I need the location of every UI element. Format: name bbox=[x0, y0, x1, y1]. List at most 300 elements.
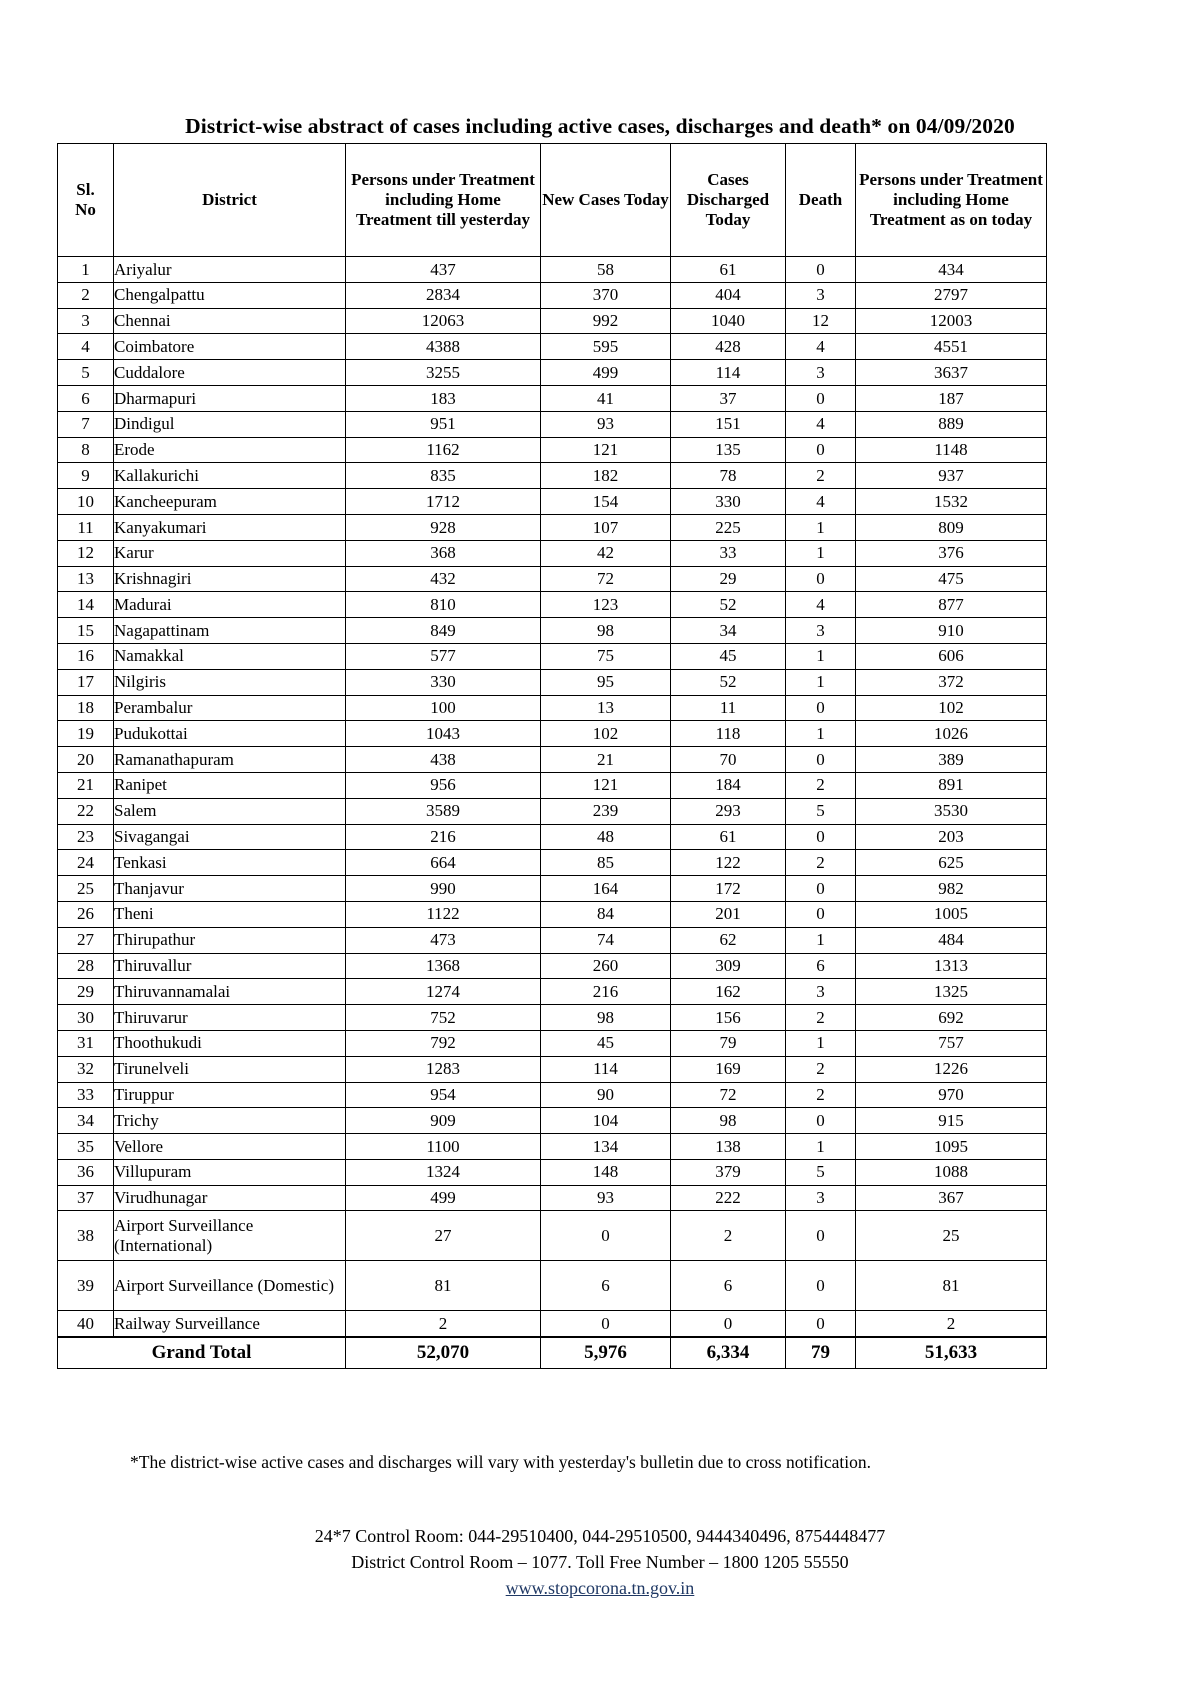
cell-prev-treatment: 951 bbox=[346, 411, 541, 437]
cell-prev-treatment: 577 bbox=[346, 643, 541, 669]
cell-discharged: 330 bbox=[671, 489, 786, 515]
cell-district: Villupuram bbox=[114, 1159, 346, 1185]
cell-new-cases: 95 bbox=[541, 669, 671, 695]
cell-prev-treatment: 956 bbox=[346, 772, 541, 798]
cell-death: 0 bbox=[786, 257, 856, 283]
cell-district: Dharmapuri bbox=[114, 385, 346, 411]
cell-death: 0 bbox=[786, 566, 856, 592]
cell-today-treatment: 25 bbox=[856, 1211, 1047, 1261]
cell-discharged: 162 bbox=[671, 979, 786, 1005]
column-header-discharged: Cases Discharged Today bbox=[671, 144, 786, 257]
cell-today-treatment: 1088 bbox=[856, 1159, 1047, 1185]
cell-new-cases: 41 bbox=[541, 385, 671, 411]
cell-today-treatment: 889 bbox=[856, 411, 1047, 437]
cell-sl-no: 7 bbox=[58, 411, 114, 437]
cell-today-treatment: 475 bbox=[856, 566, 1047, 592]
cell-sl-no: 31 bbox=[58, 1030, 114, 1056]
cell-new-cases: 370 bbox=[541, 282, 671, 308]
cell-today-treatment: 1095 bbox=[856, 1134, 1047, 1160]
cell-discharged: 151 bbox=[671, 411, 786, 437]
cell-district: Chengalpattu bbox=[114, 282, 346, 308]
cell-today-treatment: 606 bbox=[856, 643, 1047, 669]
cell-new-cases: 164 bbox=[541, 876, 671, 902]
table-row bbox=[58, 669, 1047, 695]
cell-district: Tenkasi bbox=[114, 850, 346, 876]
cell-prev-treatment: 437 bbox=[346, 257, 541, 283]
cell-district: Dindigul bbox=[114, 411, 346, 437]
cell-discharged: 52 bbox=[671, 669, 786, 695]
cell-prev-treatment: 792 bbox=[346, 1030, 541, 1056]
cell-death: 4 bbox=[786, 489, 856, 515]
cell-district: Karur bbox=[114, 540, 346, 566]
cell-sl-no: 16 bbox=[58, 643, 114, 669]
cell-prev-treatment: 1712 bbox=[346, 489, 541, 515]
cell-sl-no: 9 bbox=[58, 463, 114, 489]
cell-discharged: 428 bbox=[671, 334, 786, 360]
cell-prev-treatment: 849 bbox=[346, 618, 541, 644]
cell-sl-no: 24 bbox=[58, 850, 114, 876]
column-header-new-cases: New Cases Today bbox=[541, 144, 671, 257]
column-header-sl-no bbox=[58, 144, 114, 257]
cell-today-treatment: 367 bbox=[856, 1185, 1047, 1211]
cell-district: Tiruppur bbox=[114, 1082, 346, 1108]
table-row bbox=[58, 695, 1047, 721]
table-row bbox=[58, 592, 1047, 618]
cell-sl-no: 2 bbox=[58, 282, 114, 308]
cell-today-treatment: 376 bbox=[856, 540, 1047, 566]
cell-prev-treatment: 1283 bbox=[346, 1056, 541, 1082]
cell-discharged: 11 bbox=[671, 695, 786, 721]
cell-discharged: 118 bbox=[671, 721, 786, 747]
cell-sl-no: 17 bbox=[58, 669, 114, 695]
cell-prev-treatment: 432 bbox=[346, 566, 541, 592]
cell-sl-no: 18 bbox=[58, 695, 114, 721]
cell-death: 1 bbox=[786, 1030, 856, 1056]
table-row bbox=[58, 257, 1047, 283]
cell-today-treatment: 203 bbox=[856, 824, 1047, 850]
cell-new-cases: 102 bbox=[541, 721, 671, 747]
cell-prev-treatment: 183 bbox=[346, 385, 541, 411]
district-abstract-table bbox=[57, 143, 1047, 1369]
cell-new-cases: 182 bbox=[541, 463, 671, 489]
cell-prev-treatment: 27 bbox=[346, 1211, 541, 1261]
cell-district: Vellore bbox=[114, 1134, 346, 1160]
district-abstract-table-container bbox=[57, 143, 1046, 1369]
table-row bbox=[58, 1134, 1047, 1160]
cell-discharged: 172 bbox=[671, 876, 786, 902]
cell-death: 0 bbox=[786, 437, 856, 463]
cell-new-cases: 21 bbox=[541, 747, 671, 773]
cell-prev-treatment: 4388 bbox=[346, 334, 541, 360]
table-row bbox=[58, 721, 1047, 747]
cell-new-cases: 123 bbox=[541, 592, 671, 618]
control-room-line: 24*7 Control Room: 044-29510400, 044-29510500, 9444340496, 8754448477 bbox=[314, 1526, 886, 1546]
cell-discharged: 379 bbox=[671, 1159, 786, 1185]
cell-death: 0 bbox=[786, 1261, 856, 1311]
cell-discharged: 98 bbox=[671, 1108, 786, 1134]
cell-district: Thiruvallur bbox=[114, 953, 346, 979]
cell-discharged: 62 bbox=[671, 927, 786, 953]
cell-today-treatment: 102 bbox=[856, 695, 1047, 721]
cell-death: 5 bbox=[786, 1159, 856, 1185]
cell-new-cases: 58 bbox=[541, 257, 671, 283]
table-row bbox=[58, 463, 1047, 489]
cell-prev-treatment: 368 bbox=[346, 540, 541, 566]
table-body bbox=[58, 257, 1047, 1369]
cell-discharged: 0 bbox=[671, 1311, 786, 1337]
cell-new-cases: 48 bbox=[541, 824, 671, 850]
cell-death: 3 bbox=[786, 282, 856, 308]
cell-sl-no: 27 bbox=[58, 927, 114, 953]
cell-today-treatment: 1148 bbox=[856, 437, 1047, 463]
cell-district: Kallakurichi bbox=[114, 463, 346, 489]
cell-death: 2 bbox=[786, 1005, 856, 1031]
cell-prev-treatment: 1274 bbox=[346, 979, 541, 1005]
cell-today-treatment: 4551 bbox=[856, 334, 1047, 360]
cell-sl-no: 36 bbox=[58, 1159, 114, 1185]
cell-sl-no: 19 bbox=[58, 721, 114, 747]
cell-district: Tirunelveli bbox=[114, 1056, 346, 1082]
cell-today-treatment: 910 bbox=[856, 618, 1047, 644]
cell-death: 4 bbox=[786, 592, 856, 618]
cell-today-treatment: 434 bbox=[856, 257, 1047, 283]
cell-new-cases: 90 bbox=[541, 1082, 671, 1108]
column-header-prev-treatment: Persons under Treatment including Home Treatment till yesterday bbox=[346, 144, 541, 257]
cell-new-cases: 98 bbox=[541, 1005, 671, 1031]
cell-district: Ariyalur bbox=[114, 257, 346, 283]
cell-district: Thanjavur bbox=[114, 876, 346, 902]
cell-district: Madurai bbox=[114, 592, 346, 618]
cell-district: Coimbatore bbox=[114, 334, 346, 360]
cell-sl-no: 35 bbox=[58, 1134, 114, 1160]
cell-new-cases: 121 bbox=[541, 437, 671, 463]
cell-new-cases: 93 bbox=[541, 1185, 671, 1211]
cell-sl-no: 8 bbox=[58, 437, 114, 463]
column-header-district: District bbox=[114, 144, 346, 257]
table-row bbox=[58, 334, 1047, 360]
table-row bbox=[58, 1108, 1047, 1134]
cell-death: 0 bbox=[786, 824, 856, 850]
table-row bbox=[58, 308, 1047, 334]
grand-total-new-cases: 5,976 bbox=[541, 1337, 671, 1369]
cell-prev-treatment: 1162 bbox=[346, 437, 541, 463]
cell-sl-no: 32 bbox=[58, 1056, 114, 1082]
cell-death: 3 bbox=[786, 618, 856, 644]
cell-discharged: 293 bbox=[671, 798, 786, 824]
cell-discharged: 135 bbox=[671, 437, 786, 463]
cell-death: 1 bbox=[786, 927, 856, 953]
cell-sl-no: 11 bbox=[58, 514, 114, 540]
cell-discharged: 61 bbox=[671, 824, 786, 850]
cell-death: 0 bbox=[786, 747, 856, 773]
cell-death: 0 bbox=[786, 1311, 856, 1337]
cell-district: Erode bbox=[114, 437, 346, 463]
cell-district: Thoothukudi bbox=[114, 1030, 346, 1056]
cell-death: 3 bbox=[786, 1185, 856, 1211]
cell-prev-treatment: 438 bbox=[346, 747, 541, 773]
cell-discharged: 78 bbox=[671, 463, 786, 489]
table-row bbox=[58, 1005, 1047, 1031]
table-row bbox=[58, 824, 1047, 850]
cell-today-treatment: 982 bbox=[856, 876, 1047, 902]
cell-district: Thiruvannamalai bbox=[114, 979, 346, 1005]
table-row bbox=[58, 953, 1047, 979]
table-row bbox=[58, 411, 1047, 437]
cell-sl-no: 14 bbox=[58, 592, 114, 618]
cell-district: Kanyakumari bbox=[114, 514, 346, 540]
cell-death: 12 bbox=[786, 308, 856, 334]
grand-total-label: Grand Total bbox=[58, 1337, 346, 1369]
cell-sl-no: 26 bbox=[58, 901, 114, 927]
cell-new-cases: 98 bbox=[541, 618, 671, 644]
cell-discharged: 225 bbox=[671, 514, 786, 540]
table-row bbox=[58, 979, 1047, 1005]
cell-sl-no: 15 bbox=[58, 618, 114, 644]
cell-new-cases: 239 bbox=[541, 798, 671, 824]
cell-death: 1 bbox=[786, 540, 856, 566]
cell-new-cases: 93 bbox=[541, 411, 671, 437]
table-row bbox=[58, 1030, 1047, 1056]
cell-new-cases: 0 bbox=[541, 1311, 671, 1337]
table-row bbox=[58, 566, 1047, 592]
cell-prev-treatment: 100 bbox=[346, 695, 541, 721]
cell-today-treatment: 12003 bbox=[856, 308, 1047, 334]
cell-prev-treatment: 664 bbox=[346, 850, 541, 876]
cell-district: Airport Surveillance (International) bbox=[114, 1211, 346, 1261]
cell-sl-no: 10 bbox=[58, 489, 114, 515]
cell-new-cases: 104 bbox=[541, 1108, 671, 1134]
grand-total-death: 79 bbox=[786, 1337, 856, 1369]
cell-death: 2 bbox=[786, 1082, 856, 1108]
cell-discharged: 138 bbox=[671, 1134, 786, 1160]
cell-sl-no: 38 bbox=[58, 1211, 114, 1261]
cell-prev-treatment: 3589 bbox=[346, 798, 541, 824]
cell-discharged: 2 bbox=[671, 1211, 786, 1261]
cell-new-cases: 114 bbox=[541, 1056, 671, 1082]
cell-sl-no: 4 bbox=[58, 334, 114, 360]
header-row bbox=[58, 144, 1047, 257]
cell-death: 2 bbox=[786, 850, 856, 876]
cell-today-treatment: 1226 bbox=[856, 1056, 1047, 1082]
cell-new-cases: 84 bbox=[541, 901, 671, 927]
cell-death: 6 bbox=[786, 953, 856, 979]
cell-discharged: 34 bbox=[671, 618, 786, 644]
page-title: District-wise abstract of cases including active cases, discharges and death* on 04/09/2020 bbox=[185, 114, 1015, 138]
cell-discharged: 201 bbox=[671, 901, 786, 927]
cell-discharged: 169 bbox=[671, 1056, 786, 1082]
cell-prev-treatment: 2834 bbox=[346, 282, 541, 308]
grand-total-row bbox=[58, 1337, 1047, 1369]
table-row bbox=[58, 747, 1047, 773]
cell-new-cases: 107 bbox=[541, 514, 671, 540]
cell-new-cases: 121 bbox=[541, 772, 671, 798]
cell-new-cases: 154 bbox=[541, 489, 671, 515]
cell-today-treatment: 1005 bbox=[856, 901, 1047, 927]
cell-new-cases: 216 bbox=[541, 979, 671, 1005]
cell-today-treatment: 2797 bbox=[856, 282, 1047, 308]
cell-death: 0 bbox=[786, 695, 856, 721]
cell-district: Cuddalore bbox=[114, 360, 346, 386]
table-row bbox=[58, 876, 1047, 902]
table-row bbox=[58, 360, 1047, 386]
cell-discharged: 52 bbox=[671, 592, 786, 618]
cell-death: 1 bbox=[786, 514, 856, 540]
cell-death: 4 bbox=[786, 411, 856, 437]
cell-new-cases: 595 bbox=[541, 334, 671, 360]
table-row bbox=[58, 489, 1047, 515]
cell-discharged: 29 bbox=[671, 566, 786, 592]
cell-discharged: 79 bbox=[671, 1030, 786, 1056]
cell-prev-treatment: 909 bbox=[346, 1108, 541, 1134]
table-row bbox=[58, 927, 1047, 953]
cell-district: Virudhunagar bbox=[114, 1185, 346, 1211]
cell-death: 1 bbox=[786, 1134, 856, 1160]
cell-sl-no: 28 bbox=[58, 953, 114, 979]
cell-district: Railway Surveillance bbox=[114, 1311, 346, 1337]
cell-district: Pudukottai bbox=[114, 721, 346, 747]
cell-prev-treatment: 81 bbox=[346, 1261, 541, 1311]
cell-today-treatment: 891 bbox=[856, 772, 1047, 798]
cell-prev-treatment: 2 bbox=[346, 1311, 541, 1337]
cell-prev-treatment: 752 bbox=[346, 1005, 541, 1031]
table-row bbox=[58, 1082, 1047, 1108]
contact-block bbox=[0, 1523, 1200, 1601]
cell-district: Thirupathur bbox=[114, 927, 346, 953]
cell-death: 1 bbox=[786, 721, 856, 747]
cell-death: 4 bbox=[786, 334, 856, 360]
cell-death: 2 bbox=[786, 1056, 856, 1082]
cell-discharged: 37 bbox=[671, 385, 786, 411]
cell-sl-no: 3 bbox=[58, 308, 114, 334]
cell-sl-no: 22 bbox=[58, 798, 114, 824]
table-row bbox=[58, 850, 1047, 876]
cell-district: Airport Surveillance (Domestic) bbox=[114, 1261, 346, 1311]
table-header bbox=[58, 144, 1047, 257]
website-link[interactable]: www.stopcorona.tn.gov.in bbox=[505, 1578, 695, 1599]
cell-district: Thiruvarur bbox=[114, 1005, 346, 1031]
cell-today-treatment: 877 bbox=[856, 592, 1047, 618]
cell-new-cases: 42 bbox=[541, 540, 671, 566]
cell-today-treatment: 81 bbox=[856, 1261, 1047, 1311]
cell-death: 0 bbox=[786, 1211, 856, 1261]
cell-today-treatment: 1313 bbox=[856, 953, 1047, 979]
cell-prev-treatment: 990 bbox=[346, 876, 541, 902]
cell-today-treatment: 1532 bbox=[856, 489, 1047, 515]
cell-new-cases: 134 bbox=[541, 1134, 671, 1160]
table-row bbox=[58, 1185, 1047, 1211]
table-row bbox=[58, 1261, 1047, 1311]
cell-sl-no: 33 bbox=[58, 1082, 114, 1108]
footnote: *The district-wise active cases and discharges will vary with yesterday's bulletin due to cross notification. bbox=[130, 1452, 872, 1472]
cell-district: Trichy bbox=[114, 1108, 346, 1134]
cell-sl-no: 6 bbox=[58, 385, 114, 411]
cell-sl-no: 39 bbox=[58, 1261, 114, 1311]
cell-death: 3 bbox=[786, 979, 856, 1005]
cell-new-cases: 992 bbox=[541, 308, 671, 334]
cell-new-cases: 75 bbox=[541, 643, 671, 669]
cell-prev-treatment: 1100 bbox=[346, 1134, 541, 1160]
cell-today-treatment: 3637 bbox=[856, 360, 1047, 386]
cell-prev-treatment: 473 bbox=[346, 927, 541, 953]
column-header-death: Death bbox=[786, 144, 856, 257]
cell-discharged: 114 bbox=[671, 360, 786, 386]
cell-new-cases: 74 bbox=[541, 927, 671, 953]
cell-discharged: 1040 bbox=[671, 308, 786, 334]
cell-today-treatment: 2 bbox=[856, 1311, 1047, 1337]
cell-new-cases: 148 bbox=[541, 1159, 671, 1185]
cell-new-cases: 45 bbox=[541, 1030, 671, 1056]
cell-prev-treatment: 1368 bbox=[346, 953, 541, 979]
cell-today-treatment: 484 bbox=[856, 927, 1047, 953]
cell-prev-treatment: 499 bbox=[346, 1185, 541, 1211]
grand-total-discharged: 6,334 bbox=[671, 1337, 786, 1369]
cell-death: 0 bbox=[786, 385, 856, 411]
table-row bbox=[58, 514, 1047, 540]
cell-new-cases: 6 bbox=[541, 1261, 671, 1311]
cell-district: Perambalur bbox=[114, 695, 346, 721]
table-row bbox=[58, 643, 1047, 669]
cell-today-treatment: 372 bbox=[856, 669, 1047, 695]
cell-death: 2 bbox=[786, 772, 856, 798]
cell-death: 5 bbox=[786, 798, 856, 824]
cell-new-cases: 0 bbox=[541, 1211, 671, 1261]
cell-death: 0 bbox=[786, 901, 856, 927]
cell-today-treatment: 692 bbox=[856, 1005, 1047, 1031]
sl-no-line2: No bbox=[75, 200, 96, 219]
table-row bbox=[58, 540, 1047, 566]
table-row bbox=[58, 1311, 1047, 1337]
cell-sl-no: 20 bbox=[58, 747, 114, 773]
cell-death: 1 bbox=[786, 643, 856, 669]
cell-death: 0 bbox=[786, 876, 856, 902]
column-header-today-treatment: Persons under Treatment including Home Treatment as on today bbox=[856, 144, 1047, 257]
cell-prev-treatment: 216 bbox=[346, 824, 541, 850]
cell-prev-treatment: 12063 bbox=[346, 308, 541, 334]
cell-prev-treatment: 954 bbox=[346, 1082, 541, 1108]
cell-sl-no: 37 bbox=[58, 1185, 114, 1211]
sl-no-line1: Sl. bbox=[76, 180, 95, 200]
cell-sl-no: 34 bbox=[58, 1108, 114, 1134]
cell-district: Chennai bbox=[114, 308, 346, 334]
cell-prev-treatment: 3255 bbox=[346, 360, 541, 386]
cell-new-cases: 85 bbox=[541, 850, 671, 876]
cell-death: 0 bbox=[786, 1108, 856, 1134]
table-row bbox=[58, 385, 1047, 411]
cell-district: Salem bbox=[114, 798, 346, 824]
cell-prev-treatment: 1043 bbox=[346, 721, 541, 747]
cell-today-treatment: 970 bbox=[856, 1082, 1047, 1108]
cell-prev-treatment: 835 bbox=[346, 463, 541, 489]
cell-today-treatment: 757 bbox=[856, 1030, 1047, 1056]
table-row bbox=[58, 1211, 1047, 1261]
grand-total-prev-treatment: 52,070 bbox=[346, 1337, 541, 1369]
cell-district: Sivagangai bbox=[114, 824, 346, 850]
cell-sl-no: 12 bbox=[58, 540, 114, 566]
cell-sl-no: 23 bbox=[58, 824, 114, 850]
cell-today-treatment: 3530 bbox=[856, 798, 1047, 824]
cell-district: Ramanathapuram bbox=[114, 747, 346, 773]
cell-today-treatment: 937 bbox=[856, 463, 1047, 489]
cell-discharged: 404 bbox=[671, 282, 786, 308]
cell-today-treatment: 1026 bbox=[856, 721, 1047, 747]
cell-today-treatment: 625 bbox=[856, 850, 1047, 876]
cell-district: Ranipet bbox=[114, 772, 346, 798]
cell-death: 2 bbox=[786, 463, 856, 489]
table-row bbox=[58, 798, 1047, 824]
cell-sl-no: 21 bbox=[58, 772, 114, 798]
table-row bbox=[58, 618, 1047, 644]
cell-prev-treatment: 1122 bbox=[346, 901, 541, 927]
